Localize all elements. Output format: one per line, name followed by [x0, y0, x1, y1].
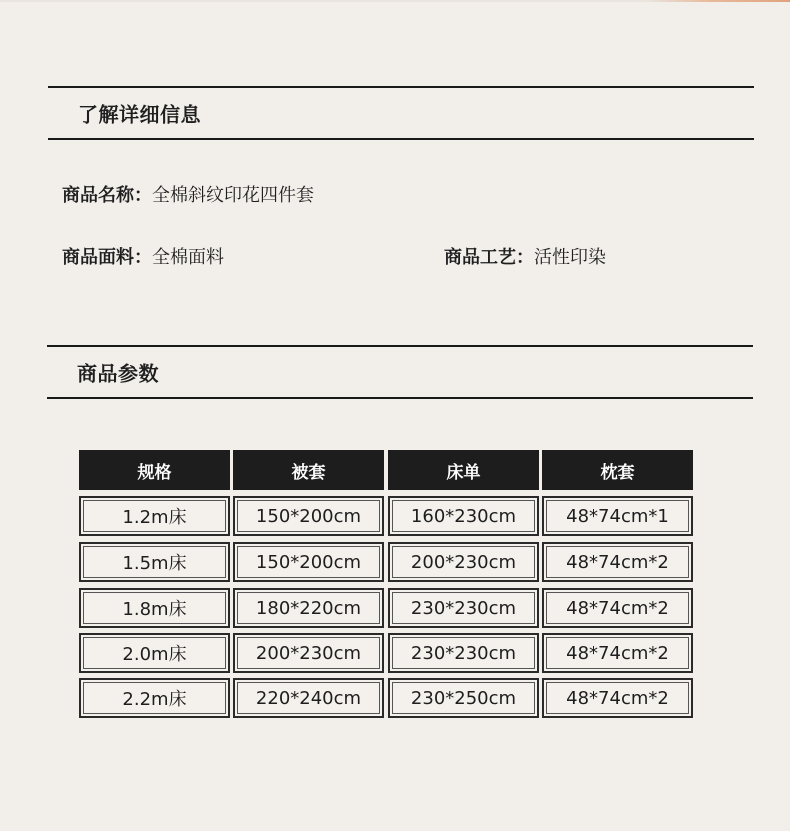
table-header-spec: 规格 — [79, 450, 230, 490]
table-cell-pillowcase: 48*74cm*2 — [542, 588, 693, 628]
table-cell-duvet-cover: 150*200cm — [233, 496, 384, 536]
section-title-params: 商品参数 — [77, 361, 159, 386]
table-cell-spec: 1.2m床 — [79, 496, 230, 536]
product-name-value: 全棉斜纹印花四件套 — [152, 185, 314, 206]
table-cell-duvet-cover: 180*220cm — [233, 588, 384, 628]
table-cell-duvet-cover: 200*230cm — [233, 633, 384, 673]
table-cell-pillowcase: 48*74cm*2 — [542, 542, 693, 582]
table-cell-spec: 1.8m床 — [79, 588, 230, 628]
table-cell-bed-sheet: 230*230cm — [388, 588, 539, 628]
table-cell-duvet-cover: 220*240cm — [233, 678, 384, 718]
product-fabric-label: 商品面料： — [62, 247, 152, 268]
section-title-info: 了解详细信息 — [78, 102, 201, 127]
table-cell-spec: 2.0m床 — [79, 633, 230, 673]
product-name-label: 商品名称： — [62, 185, 152, 206]
table-cell-bed-sheet: 230*230cm — [388, 633, 539, 673]
table-cell-pillowcase: 48*74cm*2 — [542, 633, 693, 673]
table-cell-pillowcase: 48*74cm*1 — [542, 496, 693, 536]
table-cell-spec: 2.2m床 — [79, 678, 230, 718]
table-header-pillowcase: 枕套 — [542, 450, 693, 490]
table-cell-bed-sheet: 200*230cm — [388, 542, 539, 582]
top-accent-bar — [0, 0, 790, 2]
table-cell-pillowcase: 48*74cm*2 — [542, 678, 693, 718]
table-cell-bed-sheet: 230*250cm — [388, 678, 539, 718]
section-header-params — [47, 345, 753, 399]
section-header-info — [48, 86, 754, 140]
product-fabric-row — [62, 243, 224, 269]
table-header-bed-sheet: 床单 — [388, 450, 539, 490]
table-header-duvet-cover: 被套 — [233, 450, 384, 490]
table-cell-spec: 1.5m床 — [79, 542, 230, 582]
product-craft-value: 活性印染 — [534, 247, 606, 268]
table-cell-bed-sheet: 160*230cm — [388, 496, 539, 536]
table-cell-duvet-cover: 150*200cm — [233, 542, 384, 582]
product-craft-row — [444, 243, 606, 269]
product-name-row — [62, 181, 314, 207]
product-fabric-value: 全棉面料 — [152, 247, 224, 268]
product-craft-label: 商品工艺： — [444, 247, 534, 268]
